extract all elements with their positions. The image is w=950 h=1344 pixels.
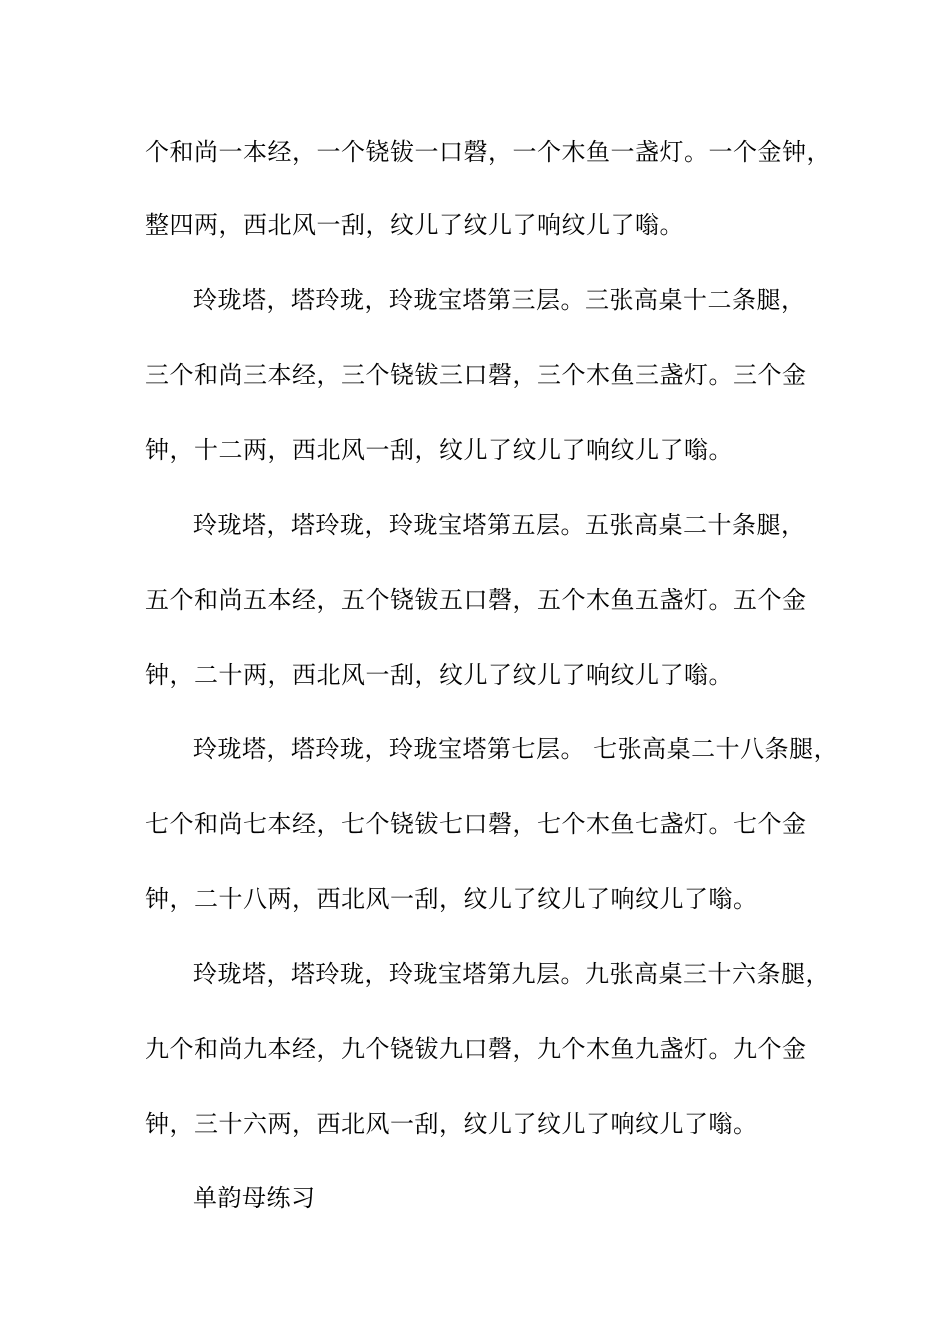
text-line: 个和尚一本经，一个铙钹一口磬，一个木鱼一盏灯。一个金钟，: [145, 138, 831, 166]
paragraph-first-line: 玲珑塔，塔玲珑，玲珑宝塔第七层。 七张高桌二十八条腿，: [193, 735, 839, 763]
text-line: 钟，三十六两，西北风一刮，纹儿了纹儿了响纹儿了嗡。: [145, 1110, 758, 1138]
section-heading: 单韵母练习: [193, 1184, 316, 1212]
text-line: 七个和尚七本经，七个铙钹七口磬，七个木鱼七盏灯。七个金: [145, 810, 807, 838]
paragraph-first-line: 玲珑塔，塔玲珑，玲珑宝塔第五层。五张高桌二十条腿，: [193, 511, 806, 539]
text-line: 三个和尚三本经，三个铙钹三口磬，三个木鱼三盏灯。三个金: [145, 361, 807, 389]
text-line: 九个和尚九本经，九个铙钹九口磬，九个木鱼九盏灯。九个金: [145, 1035, 807, 1063]
text-line: 五个和尚五本经，五个铙钹五口磬，五个木鱼五盏灯。五个金: [145, 586, 807, 614]
text-line: 整四两，西北风一刮，纹儿了纹儿了响纹儿了嗡。: [145, 211, 684, 239]
paragraph-first-line: 玲珑塔，塔玲珑，玲珑宝塔第九层。九张高桌三十六条腿，: [193, 960, 830, 988]
text-line: 钟，十二两，西北风一刮，纹儿了纹儿了响纹儿了嗡。: [145, 436, 733, 464]
paragraph-first-line: 玲珑塔，塔玲珑，玲珑宝塔第三层。三张高桌十二条腿，: [193, 286, 806, 314]
text-line: 钟，二十八两，西北风一刮，纹儿了纹儿了响纹儿了嗡。: [145, 885, 758, 913]
text-line: 钟，二十两，西北风一刮，纹儿了纹儿了响纹儿了嗡。: [145, 661, 733, 689]
